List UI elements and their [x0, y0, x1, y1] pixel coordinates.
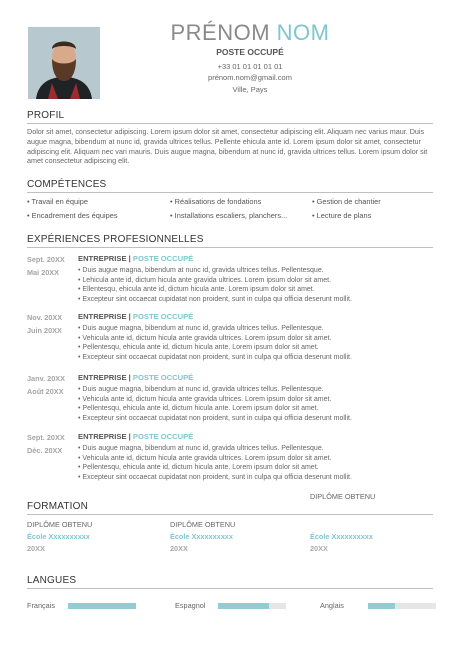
list-item: • Duis augue magna, bibendum at nunc id, gravida ultrices tellus. Pellentesque. — [78, 266, 408, 276]
list-item: • Vehicula ante id, dictum hicula ante gravida ultrices. Lorem ipsum dolor sit amet. — [78, 454, 408, 464]
section-divider — [27, 192, 433, 193]
skill-item: • Encadrement des équipes — [27, 211, 118, 220]
experience-bullets — [78, 385, 408, 423]
section-title-experiences: EXPÉRIENCES PROFESIONNELLES — [27, 234, 204, 245]
job-title: POSTE OCCUPÉ — [216, 47, 284, 57]
location: Ville, Pays — [232, 85, 268, 94]
school-name: École Xxxxxxxxxx — [170, 532, 233, 541]
skill-item: • Installations escaliers, planchers... — [170, 211, 288, 220]
language-level-bar — [68, 603, 136, 609]
last-name: NOM — [276, 20, 330, 45]
skill-item: • Lecture de plans — [312, 211, 372, 220]
experience-end-date: Août 20XX — [27, 387, 64, 396]
experience-bullets — [78, 266, 408, 304]
diploma-title: DIPLÔME OBTENU — [170, 520, 236, 529]
experience-start-date: Sept. 20XX — [27, 433, 65, 442]
section-divider — [27, 588, 433, 589]
section-divider — [27, 247, 433, 248]
experience-heading: ENTREPRISE | POSTE OCCUPÉ — [78, 432, 194, 441]
experience-heading: ENTREPRISE | POSTE OCCUPÉ — [78, 254, 194, 263]
experience-end-date: Déc. 20XX — [27, 446, 63, 455]
diploma-title: DIPLÔME OBTENU — [27, 520, 93, 529]
experience-heading: ENTREPRISE | POSTE OCCUPÉ — [78, 312, 194, 321]
section-title-langues: LANGUES — [27, 575, 77, 586]
language-name: Anglais — [320, 601, 344, 610]
section-title-formation: FORMATION — [27, 501, 89, 512]
experience-start-date: Nov. 20XX — [27, 313, 63, 322]
language-level-bar — [218, 603, 286, 609]
experience-start-date: Sept. 20XX — [27, 255, 65, 264]
list-item: • Excepteur sint occaecat cupidatat non proident, sunt in culpa qui officia deserunt mollit. — [78, 473, 408, 483]
list-item: • Duis augue magna, bibendum at nunc id, gravida ultrices tellus. Pellentesque. — [78, 385, 408, 395]
language-level-fill — [368, 603, 395, 609]
language-level-fill — [68, 603, 136, 609]
email-address: prénom.nom@gmail.com — [208, 73, 292, 82]
list-item: • Duis augue magna, bibendum at nunc id, gravida ultrices tellus. Pellentesque. — [78, 444, 408, 454]
school-name: École Xxxxxxxxxx — [27, 532, 90, 541]
experience-bullets — [78, 444, 408, 482]
skill-item: • Réalisations de fondations — [170, 197, 262, 206]
language-name: Espagnol — [175, 601, 206, 610]
list-item: • Lehicula ante id, dictum hicula ante gravida ultrices. Lorem ipsum dolor sit amet. — [78, 276, 408, 286]
section-divider — [27, 123, 433, 124]
list-item: • Vehicula ante id, dictum hicula ante gravida ultrices. Lorem ipsum dolor sit amet. — [78, 334, 408, 344]
diploma-label: DIPLÔME OBTENU — [310, 492, 376, 501]
experience-end-date: Mai 20XX — [27, 268, 60, 277]
list-item: • Excepteur sint occaecat cupidatat non proident, sunt in culpa qui officia deserunt mollit. — [78, 414, 408, 424]
list-item: • Excepteur sint occaecat cupidatat non proident, sunt in culpa qui officia deserunt mollit. — [78, 353, 408, 363]
first-name: PRÉNOM — [170, 20, 271, 45]
skill-item: • Gestion de chantier — [312, 197, 381, 206]
phone-number: +33 01 01 01 01 01 — [217, 62, 283, 71]
school-name: École Xxxxxxxxxx — [310, 532, 373, 541]
graduation-year: 20XX — [310, 544, 328, 553]
section-title-profil: PROFIL — [27, 110, 65, 121]
section-title-competences: COMPÉTENCES — [27, 179, 107, 190]
list-item: • Pellentesqu, ehicula ante id, dictum hicula ante. Lorem ipsum dolor sit amet. — [78, 463, 408, 473]
profile-photo — [28, 27, 100, 99]
profil-text: Dolor sit amet, consectetur adipiscing. Lorem ipsum dolor sit amet, consectetur adipiscing elit. Aliquam nec varius maur. Duis augue magna, bibendum at nunc id, gravida ultrices tellus. Pellente ehicula ante id. Lorem ipsum dolor sit amet, consectetur adipiscing elit. Aliquam nec vari mauris. Duis augue magna, bibendum at nunc id, gravida ultrices tellus. Lorem ipsum dolor sit amet consectetur adipiscing elit. — [27, 127, 428, 166]
graduation-year: 20XX — [27, 544, 45, 553]
experience-heading: ENTREPRISE | POSTE OCCUPÉ — [78, 373, 194, 382]
language-name: Français — [27, 601, 55, 610]
list-item: • Ellentesqu, ehicula ante id, dictum hicula ante. Lorem ipsum dolor sit amet. — [78, 285, 408, 295]
language-level-bar — [368, 603, 436, 609]
language-level-fill — [218, 603, 269, 609]
candidate-name — [150, 20, 350, 46]
list-item: • Duis augue magna, bibendum at nunc id, gravida ultrices tellus. Pellentesque. — [78, 324, 408, 334]
person-portrait-icon — [28, 27, 100, 99]
skill-item: • Travail en équipe — [27, 197, 88, 206]
graduation-year: 20XX — [170, 544, 188, 553]
list-item: • Excepteur sint occaecat cupidatat non proident, sunt in culpa qui officia deserunt mollit. — [78, 295, 408, 305]
experience-end-date: Juin 20XX — [27, 326, 62, 335]
experience-start-date: Janv. 20XX — [27, 374, 65, 383]
experience-bullets — [78, 324, 408, 362]
list-item: • Vehicula ante id, dictum hicula ante gravida ultrices. Lorem ipsum dolor sit amet. — [78, 395, 408, 405]
list-item: • Pellentesqu, ehicula ante id, dictum hicula ante. Lorem ipsum dolor sit amet. — [78, 343, 408, 353]
section-divider — [27, 514, 433, 515]
list-item: • Pellentesqu, ehicula ante id, dictum hicula ante. Lorem ipsum dolor sit amet. — [78, 404, 408, 414]
